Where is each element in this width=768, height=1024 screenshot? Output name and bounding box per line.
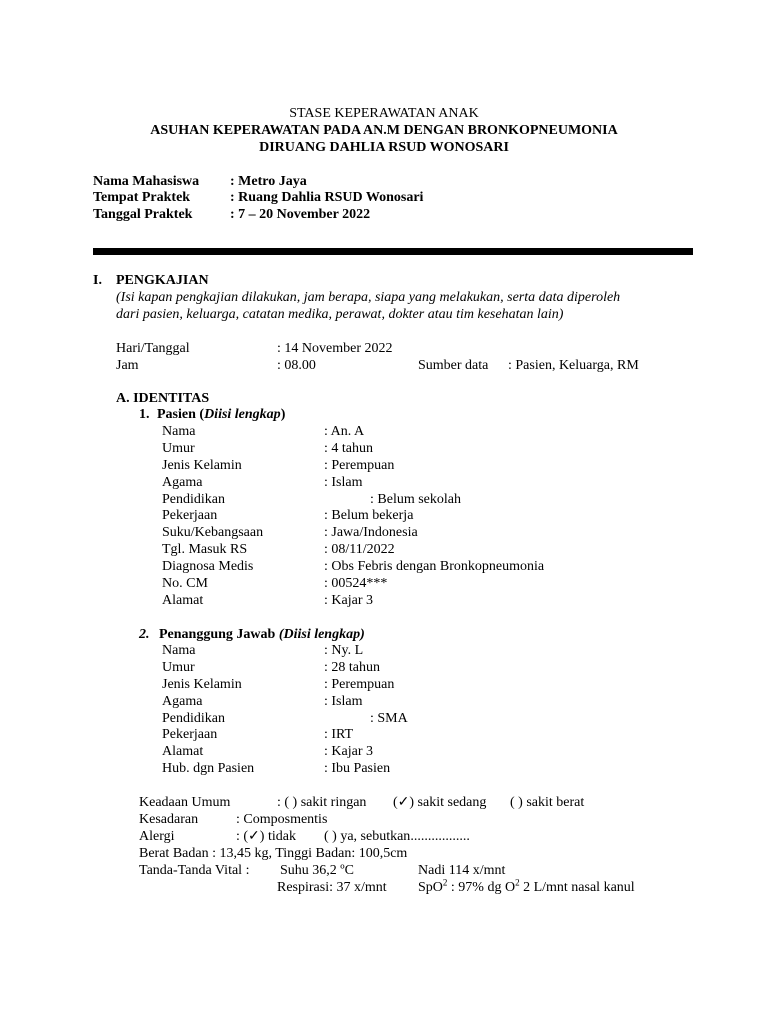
patient-name-value: : An. A <box>324 424 365 439</box>
identity-title: A. IDENTITAS <box>116 391 210 406</box>
guardian-heading-num: 2. <box>139 627 150 642</box>
guardian-heading <box>139 626 365 643</box>
patient-occupation-value: : Belum bekerja <box>324 508 414 523</box>
patient-education-label: Pendidikan <box>162 492 225 507</box>
section-title: PENGKAJIAN <box>116 273 209 288</box>
spo2-mid: : 97% dg O <box>447 880 516 895</box>
patient-occupation-label: Pekerjaan <box>162 508 218 523</box>
oxygen-sup: 2 <box>515 877 520 888</box>
allergy-no-option: : (✓) tidak <box>236 829 296 844</box>
guardian-heading-text: Penanggung Jawab <box>159 627 279 642</box>
respiration-value: Respirasi: 37 x/mnt <box>277 880 387 895</box>
general-condition-moderate: (✓) sakit sedang <box>393 795 487 810</box>
guardian-name-value: : Ny. L <box>324 643 364 658</box>
patient-cm-label: No. CM <box>162 576 208 591</box>
patient-age-label: Umur <box>162 441 195 456</box>
guardian-religion-label: Agama <box>162 694 203 709</box>
practice-place-label: Tempat Praktek <box>93 190 191 205</box>
allergy-yes-text: ( ) ya, sebutkan <box>324 829 411 844</box>
patient-heading <box>139 406 285 423</box>
weight-height: Berat Badan : 13,45 kg, Tinggi Badan: 100,5cm <box>139 846 408 861</box>
spo2-value <box>418 879 635 896</box>
pulse-value: Nadi 114 x/mnt <box>418 863 506 878</box>
guardian-education-label: Pendidikan <box>162 711 225 726</box>
patient-heading-end: ) <box>280 407 286 422</box>
student-name-value: : Metro Jaya <box>230 174 307 189</box>
spo2-suffix: 2 L/mnt nasal kanul <box>519 880 635 895</box>
spo2-prefix: SpO <box>418 880 443 895</box>
patient-cm-value: : 00524*** <box>324 576 388 591</box>
patient-age-value: : 4 tahun <box>324 441 373 456</box>
temperature-value: Suhu 36,2 ºC <box>280 863 354 878</box>
divider-rule <box>93 248 693 255</box>
vitals-label: Tanda-Tanda Vital : <box>139 863 250 878</box>
consciousness-label: Kesadaran <box>139 812 199 827</box>
patient-heading-text: Pasien ( <box>157 407 205 422</box>
guardian-occupation-label: Pekerjaan <box>162 727 218 742</box>
patient-religion-value: : Islam <box>324 475 363 490</box>
data-source-label: Sumber data <box>418 358 489 373</box>
practice-date-value: : 7 – 20 November 2022 <box>230 207 371 222</box>
patient-gender-label: Jenis Kelamin <box>162 458 242 473</box>
patient-heading-num: 1. <box>139 407 150 422</box>
practice-place-value: : Ruang Dahlia RSUD Wonosari <box>230 190 424 205</box>
patient-diagnosis-label: Diagnosa Medis <box>162 559 254 574</box>
assessment-date-value: : 14 November 2022 <box>277 341 393 356</box>
guardian-gender-label: Jenis Kelamin <box>162 677 242 692</box>
guardian-address-value: : Kajar 3 <box>324 744 373 759</box>
guardian-name-label: Nama <box>162 643 196 658</box>
guardian-education-value: : SMA <box>370 711 408 726</box>
guardian-address-label: Alamat <box>162 744 204 759</box>
patient-name-label: Nama <box>162 424 196 439</box>
patient-religion-label: Agama <box>162 475 203 490</box>
guardian-heading-italic: (Diisi lengkap) <box>278 627 365 642</box>
spo2-sup: 2 <box>442 877 448 888</box>
section-number: I. <box>93 273 102 288</box>
allergy-label: Alergi <box>139 829 175 844</box>
patient-education-value: : Belum sekolah <box>370 492 461 507</box>
student-name-label: Nama Mahasiswa <box>93 174 200 189</box>
patient-admission-value: : 08/11/2022 <box>324 542 395 557</box>
section-note-line2: dari pasien, keluarga, catatan medika, perawat, dokter atau tim kesehatan lain) <box>116 307 564 322</box>
general-condition-severe: ( ) sakit berat <box>510 795 585 810</box>
patient-ethnicity-value: : Jawa/Indonesia <box>324 525 418 540</box>
patient-address-value: : Kajar 3 <box>324 593 373 608</box>
practice-date-label: Tanggal Praktek <box>93 207 193 222</box>
patient-admission-label: Tgl. Masuk RS <box>162 542 248 557</box>
patient-heading-italic: Diisi lengkap <box>204 407 281 422</box>
patient-address-label: Alamat <box>162 593 204 608</box>
allergy-dots: ................. <box>410 829 470 844</box>
section-note-line1: (Isi kapan pengkajian dilakukan, jam berapa, siapa yang melakukan, serta data diperoleh <box>116 290 621 305</box>
doc-title-ruang: DIRUANG DAHLIA RSUD WONOSARI <box>259 140 509 155</box>
assessment-date-label: Hari/Tanggal <box>116 341 190 356</box>
guardian-religion-value: : Islam <box>324 694 363 709</box>
guardian-age-label: Umur <box>162 660 195 675</box>
consciousness-value: : Composmentis <box>236 812 328 827</box>
data-source-value: : Pasien, Keluarga, RM <box>508 358 639 373</box>
guardian-gender-value: : Perempuan <box>324 677 395 692</box>
assessment-time-label: Jam <box>116 358 139 373</box>
patient-diagnosis-value: : Obs Febris dengan Bronkopneumonia <box>324 559 545 574</box>
general-condition-mild: : ( ) sakit ringan <box>277 795 367 810</box>
allergy-yes-option <box>324 828 470 845</box>
general-condition-label: Keadaan Umum <box>139 795 231 810</box>
patient-gender-value: : Perempuan <box>324 458 395 473</box>
guardian-age-value: : 28 tahun <box>324 660 380 675</box>
guardian-relation-value: : Ibu Pasien <box>324 761 391 776</box>
assessment-time-value: : 08.00 <box>277 358 316 373</box>
guardian-occupation-value: : IRT <box>324 727 354 742</box>
guardian-relation-label: Hub. dgn Pasien <box>162 761 255 776</box>
doc-title-stase: STASE KEPERAWATAN ANAK <box>289 106 479 121</box>
doc-title-asuhan: ASUHAN KEPERAWATAN PADA AN.M DENGAN BRONKOPNEUMONIA <box>150 123 618 138</box>
patient-ethnicity-label: Suku/Kebangsaan <box>162 525 264 540</box>
